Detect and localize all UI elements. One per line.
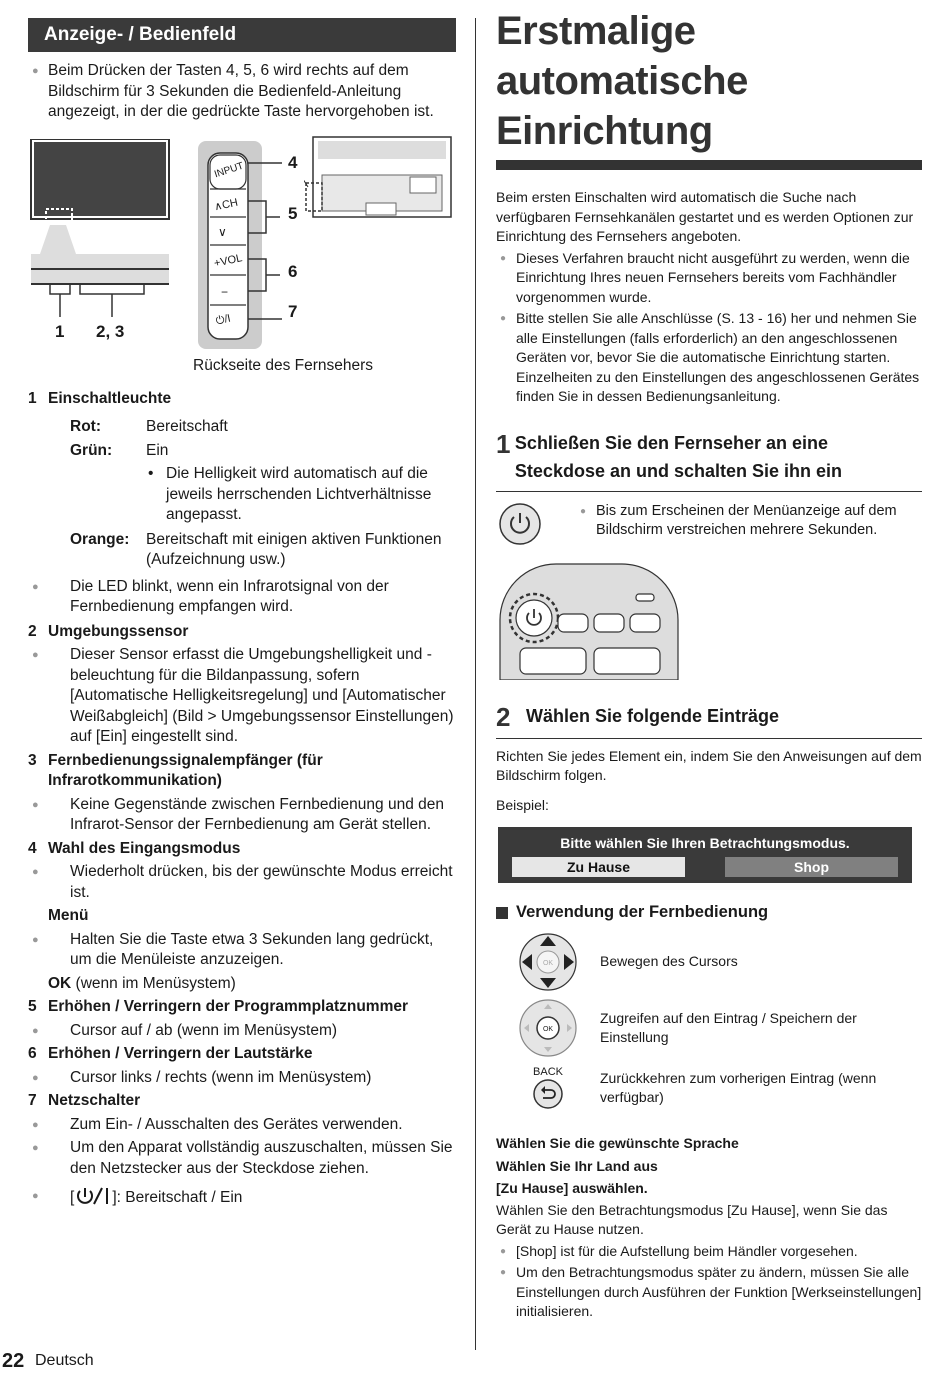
section-title: Anzeige- / Bedienfeld [28, 18, 456, 52]
item-1-bullet-text: Die LED blinkt, wenn ein Infrarotsignal von der Fernbedienung empfangen wird. [70, 577, 389, 615]
remote-row-ok [496, 998, 922, 1058]
ok-label: OK [48, 974, 72, 992]
item-5-number: 5 [28, 998, 37, 1015]
page-number: 22 [2, 1350, 25, 1372]
intro-paragraph: Beim ersten Einschalten wird automatisch die Suche nach verfügbaren Fernsehkanälen gestartet und es werden Optionen zur Einrichtung des Fernsehers angeboten. [496, 189, 914, 244]
home-mode-text: Wählen Sie den Betrachtungsmodus [Zu Hause], wenn Sie das Gerät zu Hause nutzen. [496, 1201, 888, 1237]
column-divider [475, 18, 476, 1350]
item-5-heading [28, 997, 456, 1018]
item-1-title: Einschaltleuchte [48, 389, 172, 407]
example-menu-options [512, 857, 898, 879]
led-green [28, 441, 456, 462]
item-4-title: Wahl des Eingangsmodus [48, 839, 241, 857]
callout-lines [246, 139, 286, 339]
input-button: INPUT [213, 160, 245, 180]
led-red-value: Bereitschaft [146, 418, 228, 435]
intro-bullet-2: ● Bitte stellen Sie alle Anschlüsse (S. 13 - 16) her und nehmen Sie alle Einstellungen (falls erforderlich) an den angeschlossenen Geräten vor, bevor Sie die automatische Einrichtung starten. Einzelheiten zu den Einstellungen des angeschlossenen Gerätes finden Sie in dessen Bedienungsanleitung. [496, 309, 922, 407]
remote-row-ok-text: Zugreifen auf den Eintrag / Speichern der Einstellung [600, 1009, 857, 1045]
item-7-bullet-1: ● Zum Ein- / Ausschalten des Gerätes verwenden. [28, 1115, 456, 1136]
figure-label-1: 1 [55, 321, 65, 341]
item-2-bullet: ● Dieser Sensor erfasst die Umgebungshelligkeit und -beleuchtung für die Bildanpassung, sofern [Automatische Helligkeitsregelung] und [Automatischer Weißabgleich] (Bild > Umgebungssensor Einstellungen) auf [Ein] eingestellt sind. [28, 645, 456, 748]
item-4-bullet: ● Wiederholt drücken, bis der gewünschte Modus erreicht ist. [28, 862, 456, 903]
item-3-title: Fernbedienungssignalempfänger (für Infrarotkommunikation) [48, 751, 323, 789]
item-3-heading [28, 751, 456, 792]
tv-front-illustration [28, 139, 178, 349]
step-1-title: Schließen Sie den Fernseher an eine Steckdose an und schalten Sie ihn ein [514, 432, 843, 481]
item-7-title: Netzschalter [48, 1092, 141, 1109]
item-2-title: Umgebungssensor [48, 622, 189, 640]
led-orange-value: Bereitschaft mit einigen aktiven Funktionen (Aufzeichnung usw.) [146, 530, 442, 568]
item-2-number: 2 [28, 622, 37, 640]
vol-down-button: − [221, 284, 229, 299]
back-label: BACK [533, 1066, 563, 1078]
item-6-number: 6 [28, 1045, 37, 1062]
item-7-number: 7 [28, 1092, 37, 1109]
cursor-pad-icon [518, 932, 578, 992]
home-mode-bullet-2: ● Um den Betrachtungsmodus später zu ändern, müssen Sie alle Einstellungen durch Ausführen der Funktion [Werkseinstellungen] initialisieren. [496, 1263, 922, 1322]
step-1-note-row [496, 502, 922, 546]
vol-up-button: +VOL [213, 251, 244, 270]
panel-figure [28, 139, 456, 379]
figure-label-7: 7 [288, 301, 298, 321]
step-2-number: 2 [496, 701, 511, 732]
item-7-bullet-2: ● Um den Apparat vollständig auszuschalten, müssen Sie den Netzstecker aus der Steckdose ziehen. [28, 1138, 456, 1179]
led-red-key: Rot: [70, 418, 101, 435]
item-3-number: 3 [28, 751, 37, 769]
example-menu-title: Bitte wählen Sie Ihren Betrachtungsmodus. [560, 835, 850, 851]
left-column [28, 18, 456, 1209]
power-button: ⏻/I [214, 312, 232, 327]
tv-back-illustration [304, 135, 454, 225]
ch-down-button: ∨ [218, 224, 227, 239]
led-orange-key: Orange: [70, 530, 130, 548]
option-home[interactable]: Zu Hause [512, 857, 685, 877]
page-language: Deutsch [35, 1352, 94, 1369]
led-green-value: Ein [146, 441, 169, 459]
item-4-number: 4 [28, 839, 37, 857]
menu-bullet: ● Halten Sie die Taste etwa 3 Sekunden lang gedrückt, um die Menüleiste anzuzeigen. [28, 930, 456, 971]
select-country: Wählen Sie Ihr Land aus [496, 1157, 658, 1174]
power-button-icon [498, 502, 542, 546]
item-6-title: Erhöhen / Verringern der Lautstärke [48, 1045, 313, 1062]
figure-label-4: 4 [288, 152, 298, 172]
item-5-bullet: ● Cursor auf / ab (wenn im Menüsystem) [28, 1021, 456, 1042]
title-rule [496, 160, 922, 170]
menu-heading: Menü [48, 907, 89, 924]
item-7-heading [28, 1091, 456, 1112]
led-orange [28, 530, 456, 571]
item-1-heading [28, 389, 456, 410]
led-red [28, 417, 456, 438]
remote-usage-title: Verwendung der Fernbedienung [516, 903, 769, 921]
step-1-note: ● Bis zum Erscheinen der Menüanzeige auf dem Bildschirm verstreichen mehrere Sekunden. [576, 502, 922, 546]
item-6-heading [28, 1044, 456, 1065]
select-home: [Zu Hause] auswählen. [496, 1180, 648, 1196]
example-label: Beispiel: [496, 796, 549, 813]
step-2-title: Wählen Sie folgende Einträge [526, 705, 780, 726]
remote-top-illustration [496, 560, 686, 680]
remote-row-cursor-text: Bewegen des Cursors [600, 953, 738, 970]
item-4-heading [28, 839, 456, 860]
ch-up-button: ∧CH [213, 196, 240, 213]
item-7-bullet-3 [28, 1186, 456, 1209]
example-menu-box [498, 827, 912, 883]
power-standby-icon [74, 1186, 112, 1206]
page-title-line-1: Erstmalige automatische [496, 9, 748, 103]
figure-caption: Rückseite des Fernsehers [193, 356, 374, 374]
remote-usage-heading [496, 903, 922, 922]
remote-row-back [496, 1066, 922, 1110]
remote-row-back-text: Zurückkehren zum vorherigen Eintrag (wenn verfügbar) [600, 1069, 877, 1105]
back-button-icon [532, 1078, 564, 1110]
step-2 [496, 702, 922, 732]
figure-label-5: 5 [288, 203, 298, 223]
step-1-rule [496, 491, 922, 492]
right-column [496, 6, 922, 1322]
ok-line [28, 974, 456, 995]
ok-button-icon [518, 998, 578, 1058]
select-language: Wählen Sie die gewünschte Sprache [496, 1135, 739, 1151]
figure-label-6: 6 [288, 261, 298, 281]
item-2-heading [28, 622, 456, 643]
home-mode-bullet-1: ● [Shop] ist für die Aufstellung beim Händler vorgesehen. [496, 1242, 922, 1262]
item-1-bullet [28, 577, 456, 618]
ok-desc: (wenn im Menüsystem) [71, 974, 236, 992]
step-1 [496, 429, 922, 485]
figure-label-2-3: 2, 3 [96, 321, 125, 341]
square-bullet-icon [496, 907, 508, 919]
item-5-title: Erhöhen / Verringern der Programmplatznummer [48, 998, 409, 1015]
option-shop[interactable]: Shop [725, 857, 898, 877]
item-3-bullet: ● Keine Gegenstände zwischen Fernbedienung und den Infrarot-Sensor der Fernbedienung am Gerät stellen. [28, 795, 456, 836]
intro-bullet: ● Beim Drücken der Tasten 4, 5, 6 wird rechts auf dem Bildschirm für 3 Sekunden die Bedienfeld-Anleitung angezeigt, in der die gedrückte Taste hervorgehoben ist. [28, 61, 456, 123]
item-6-bullet: ● Cursor links / rechts (wenn im Menüsystem) [28, 1068, 456, 1089]
step-2-intro: Richten Sie jedes Element ein, indem Sie den Anweisungen auf dem Bildschirm folgen. [496, 747, 922, 783]
step-2-rule [496, 738, 922, 739]
led-green-note: • Die Helligkeit wird automatisch auf die jeweils herrschenden Lichtverhältnisse angepasst. [28, 464, 456, 526]
step-1-number: 1 [496, 428, 511, 459]
standby-desc: ]: Bereitschaft / Ein [112, 1189, 243, 1206]
bracket-open: [ [70, 1189, 75, 1206]
item-1-number: 1 [28, 389, 37, 407]
page-title-line-2: Einrichtung [496, 109, 713, 153]
led-green-key: Grün: [70, 441, 113, 459]
intro-bullet-1: ● Dieses Verfahren braucht nicht ausgeführt zu werden, wenn die Einrichtung Ihres neuen Fernsehers bereits vom Fachhändler vorgenommen wurde. [496, 249, 922, 308]
ok-icon-label: OK [542, 1026, 554, 1033]
svg-text:OK: OK [542, 960, 554, 967]
remote-row-cursor [496, 932, 922, 992]
